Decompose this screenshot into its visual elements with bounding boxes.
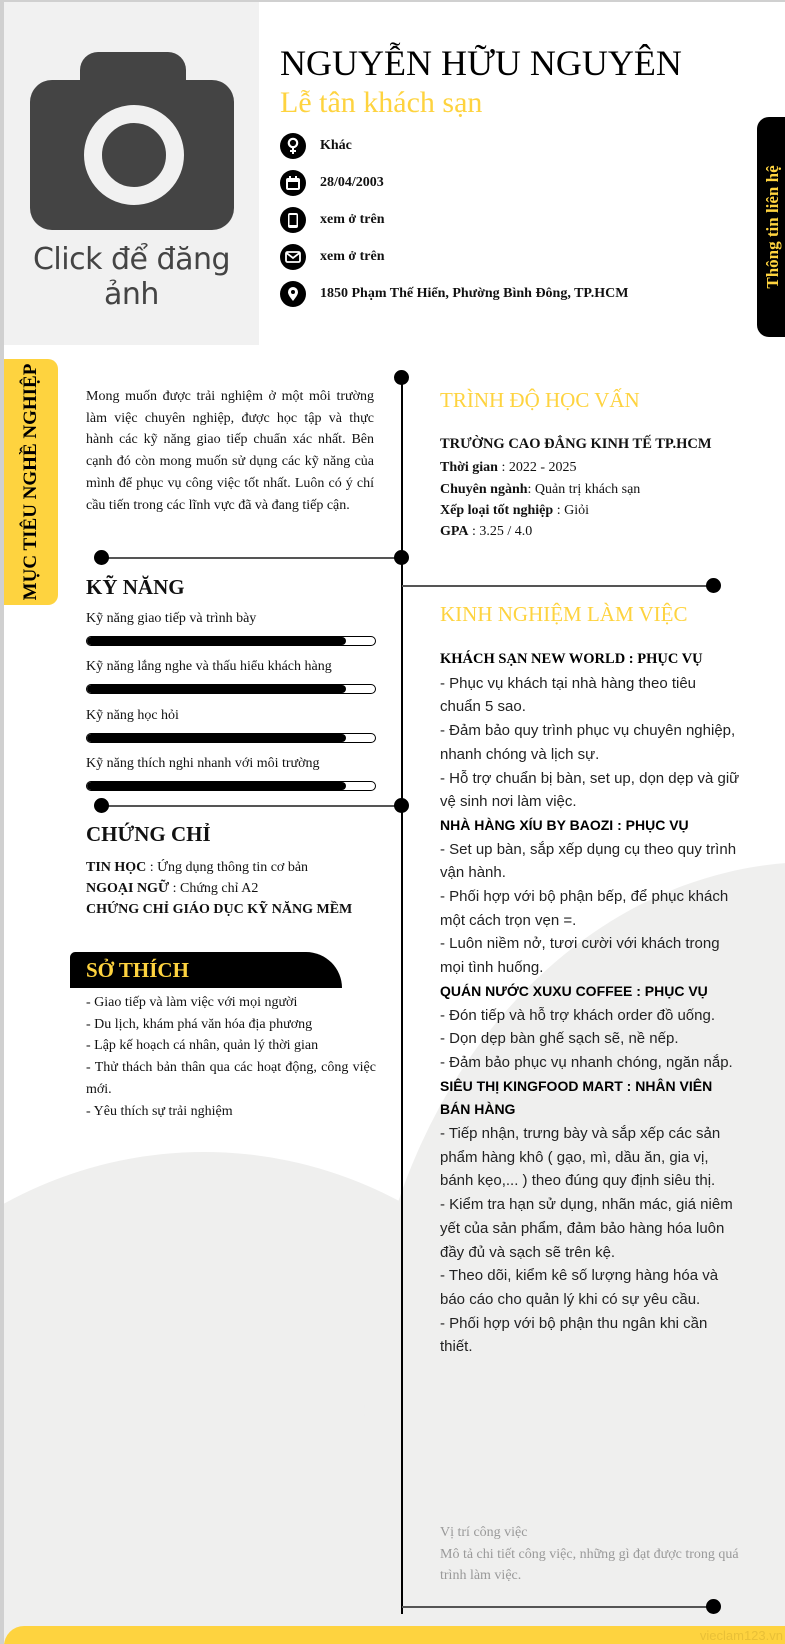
contact-email[interactable] xyxy=(280,244,385,270)
divider xyxy=(102,805,398,807)
timeline-dot xyxy=(394,550,409,565)
timeline-dot xyxy=(706,578,721,593)
contact-text: xem ở trên xyxy=(320,249,385,264)
contact-gender[interactable] xyxy=(280,133,352,159)
skill-bar xyxy=(86,781,376,791)
photo-upload-label: Click để đăng ảnh xyxy=(32,242,231,312)
mail-icon xyxy=(280,244,306,270)
hobby-item: - Thử thách bản thân qua các hoạt động, công việc mới. xyxy=(86,1060,376,1097)
skill-bar-fill xyxy=(87,685,346,693)
job-bullet: - Dọn dẹp bàn ghế sạch sẽ, nề nếp. xyxy=(440,1030,679,1048)
job-bullet: - Phục vụ khách tại nhà hàng theo tiêu chuẩn 5 sao. xyxy=(440,674,697,716)
divider xyxy=(402,1606,714,1608)
skill-bar xyxy=(86,733,376,743)
timeline-dot xyxy=(94,798,109,813)
job-company: QUÁN NƯỚC XUXU COFFEE : PHỤC VỤ xyxy=(440,982,708,999)
contact-text: Khác xyxy=(320,138,352,153)
certificate-item: CHỨNG CHỈ GIÁO DỤC KỸ NĂNG MỀM xyxy=(86,902,353,917)
job-company: KHÁCH SẠN NEW WORLD : PHỤC VỤ xyxy=(440,651,703,667)
job-bullet: - Đón tiếp và hỗ trợ khách order đồ uống. xyxy=(440,1006,715,1024)
hobby-item: - Lập kế hoạch cá nhân, quản lý thời gian xyxy=(86,1038,319,1054)
job-bullet: - Đảm bảo phục vụ nhanh chóng, ngăn nắp. xyxy=(440,1053,733,1071)
job-bullet: - Đảm bảo quy trình phục vụ chuyên nghiệp, nhanh chóng và lịch sự. xyxy=(440,722,736,763)
placeholder-desc: Mô tả chi tiết công việc, những gì đạt được trong quá trình làm việc. xyxy=(440,1546,739,1584)
skill-label: Kỹ năng lắng nghe và thấu hiểu khách hàng xyxy=(86,659,332,674)
calendar-icon xyxy=(280,170,306,196)
phone-icon xyxy=(280,207,306,233)
gender-icon xyxy=(280,133,306,159)
job-bullet: - Set up bàn, sắp xếp dụng cụ theo quy trình vận hành. xyxy=(440,840,737,882)
education-row: Xếp loại tốt nghiệp : Giỏi xyxy=(440,502,589,518)
skill-bar-fill xyxy=(87,782,346,790)
job-bullet: - Theo dõi, kiểm kê số lượng hàng hóa và báo cáo cho quản lý khi có sự yêu cầu. xyxy=(440,1267,719,1308)
certificates-heading: CHỨNG CHỈ xyxy=(86,822,211,846)
job-bullet: - Phối hợp với bộ phận bếp, để phục khách một cách trọn vẹn =. xyxy=(440,888,729,929)
objective-tab-label: MỤC TIÊU NGHỀ NGHIỆP xyxy=(20,363,41,601)
photo-upload[interactable] xyxy=(4,2,259,345)
job-company: SIÊU THỊ KINGFOOD MART : NHÂN VIÊN BÁN HÀNG xyxy=(440,1077,713,1118)
certificate-item: TIN HỌC : Ứng dụng thông tin cơ bản xyxy=(86,860,309,875)
hobbies-list[interactable] xyxy=(86,992,376,1122)
skill-item[interactable] xyxy=(86,705,376,743)
skill-item[interactable] xyxy=(86,656,376,694)
contact-birthday[interactable] xyxy=(280,170,384,196)
job-bullet: - Luôn niềm nở, tươi cười với khách trong mọi tình huống. xyxy=(440,935,720,977)
experience-list[interactable] xyxy=(440,648,740,1359)
hobbies-heading: SỞ THÍCH xyxy=(86,958,189,982)
objective-text[interactable]: Mong muốn được trải nghiệm ở một môi trường làm việc chuyên nghiệp, được học tập và thực hành các kỹ năng giao tiếp chuẩn xác nhất. Bên cạnh đó còn mong muốn sử dụng các kỹ năng của mình để phục vụ công việc tốt nhất. Luôn có ý chí cầu tiến trong các lĩnh vực đã và đang tiếp cận. xyxy=(86,389,374,513)
contact-info-tab[interactable] xyxy=(757,117,785,337)
job-company: NHÀ HÀNG XÍU BY BAOZI : PHỤC VỤ xyxy=(440,816,689,833)
candidate-title[interactable]: Lễ tân khách sạn xyxy=(280,86,483,119)
contact-text: 1850 Phạm Thế Hiển, Phường Bình Đông, TP.HCM xyxy=(320,286,629,301)
skill-item[interactable] xyxy=(86,753,376,791)
objective-tab xyxy=(4,359,58,605)
hobby-item: - Giao tiếp và làm việc với mọi người xyxy=(86,995,298,1010)
skill-label: Kỹ năng thích nghi nhanh với môi trường xyxy=(86,756,320,771)
education-row: GPA : 3.25 / 4.0 xyxy=(440,524,533,540)
new-job-placeholder[interactable] xyxy=(440,1522,740,1587)
timeline-dot xyxy=(394,798,409,813)
education-row: Thời gian : 2022 - 2025 xyxy=(440,460,577,476)
certificate-item: NGOẠI NGỮ : Chứng chỉ A2 xyxy=(86,881,259,896)
job-bullet: - Kiểm tra hạn sử dụng, nhãn mác, giá niêm yết của sản phẩm, đảm bảo hàng hóa luôn đầy đủ và sạch sẽ trên kệ. xyxy=(440,1196,733,1261)
contact-info-tab-label: Thông tin liên hệ xyxy=(763,165,782,289)
education-row: Chuyên ngành: Quản trị khách sạn xyxy=(440,481,641,497)
experience-heading: KINH NGHIỆM LÀM VIỆC xyxy=(440,602,688,626)
education-block[interactable] xyxy=(440,434,712,542)
education-heading: TRÌNH ĐỘ HỌC VẤN xyxy=(440,388,640,412)
hobby-item: - Du lịch, khám phá văn hóa địa phương xyxy=(86,1016,313,1032)
skill-bar-fill xyxy=(87,734,346,742)
timeline-dot xyxy=(94,550,109,565)
certificates-list[interactable] xyxy=(86,857,352,920)
camera-lens-icon xyxy=(84,105,184,205)
contact-address[interactable] xyxy=(280,281,628,307)
skills-heading: KỸ NĂNG xyxy=(86,575,185,599)
job-bullet: - Phối hợp với bộ phận thu ngân khi cần thiết. xyxy=(440,1314,708,1356)
watermark: vieclam123.vn xyxy=(699,1628,783,1643)
skill-bar xyxy=(86,684,376,694)
location-icon xyxy=(280,281,306,307)
school-name: TRƯỜNG CAO ĐẲNG KINH TẾ TP.HCM xyxy=(440,436,712,452)
skill-label: Kỹ năng giao tiếp và trình bày xyxy=(86,611,257,626)
skill-item[interactable] xyxy=(86,608,376,646)
skill-label: Kỹ năng học hỏi xyxy=(86,708,179,723)
cv-page xyxy=(4,2,785,1644)
divider xyxy=(102,557,398,559)
hobby-item: - Yêu thích sự trải nghiệm xyxy=(86,1103,233,1119)
skill-bar xyxy=(86,636,376,646)
candidate-name[interactable]: NGUYỄN HỮU NGUYÊN xyxy=(280,43,682,83)
contact-phone[interactable] xyxy=(280,207,385,233)
hobbies-heading-box xyxy=(70,952,342,988)
job-bullet: - Hỗ trợ chuẩn bị bàn, set up, dọn dẹp và giữ vệ sinh nơi làm việc. xyxy=(440,769,740,811)
timeline-dot xyxy=(394,370,409,385)
placeholder-title: Vị trí công việc xyxy=(440,1525,528,1540)
contact-text: 28/04/2003 xyxy=(320,175,384,190)
divider xyxy=(402,585,714,587)
job-bullet: - Tiếp nhận, trưng bày và sắp xếp các sản phẩm hàng khô ( gạo, mì, dầu ăn, gia vị, bánh kẹo,... ) theo đúng quy định siêu thị. xyxy=(440,1125,721,1190)
footer-bar xyxy=(4,1626,785,1644)
skill-bar-fill xyxy=(87,637,346,645)
timeline-dot xyxy=(706,1599,721,1614)
contact-text: xem ở trên xyxy=(320,212,385,227)
